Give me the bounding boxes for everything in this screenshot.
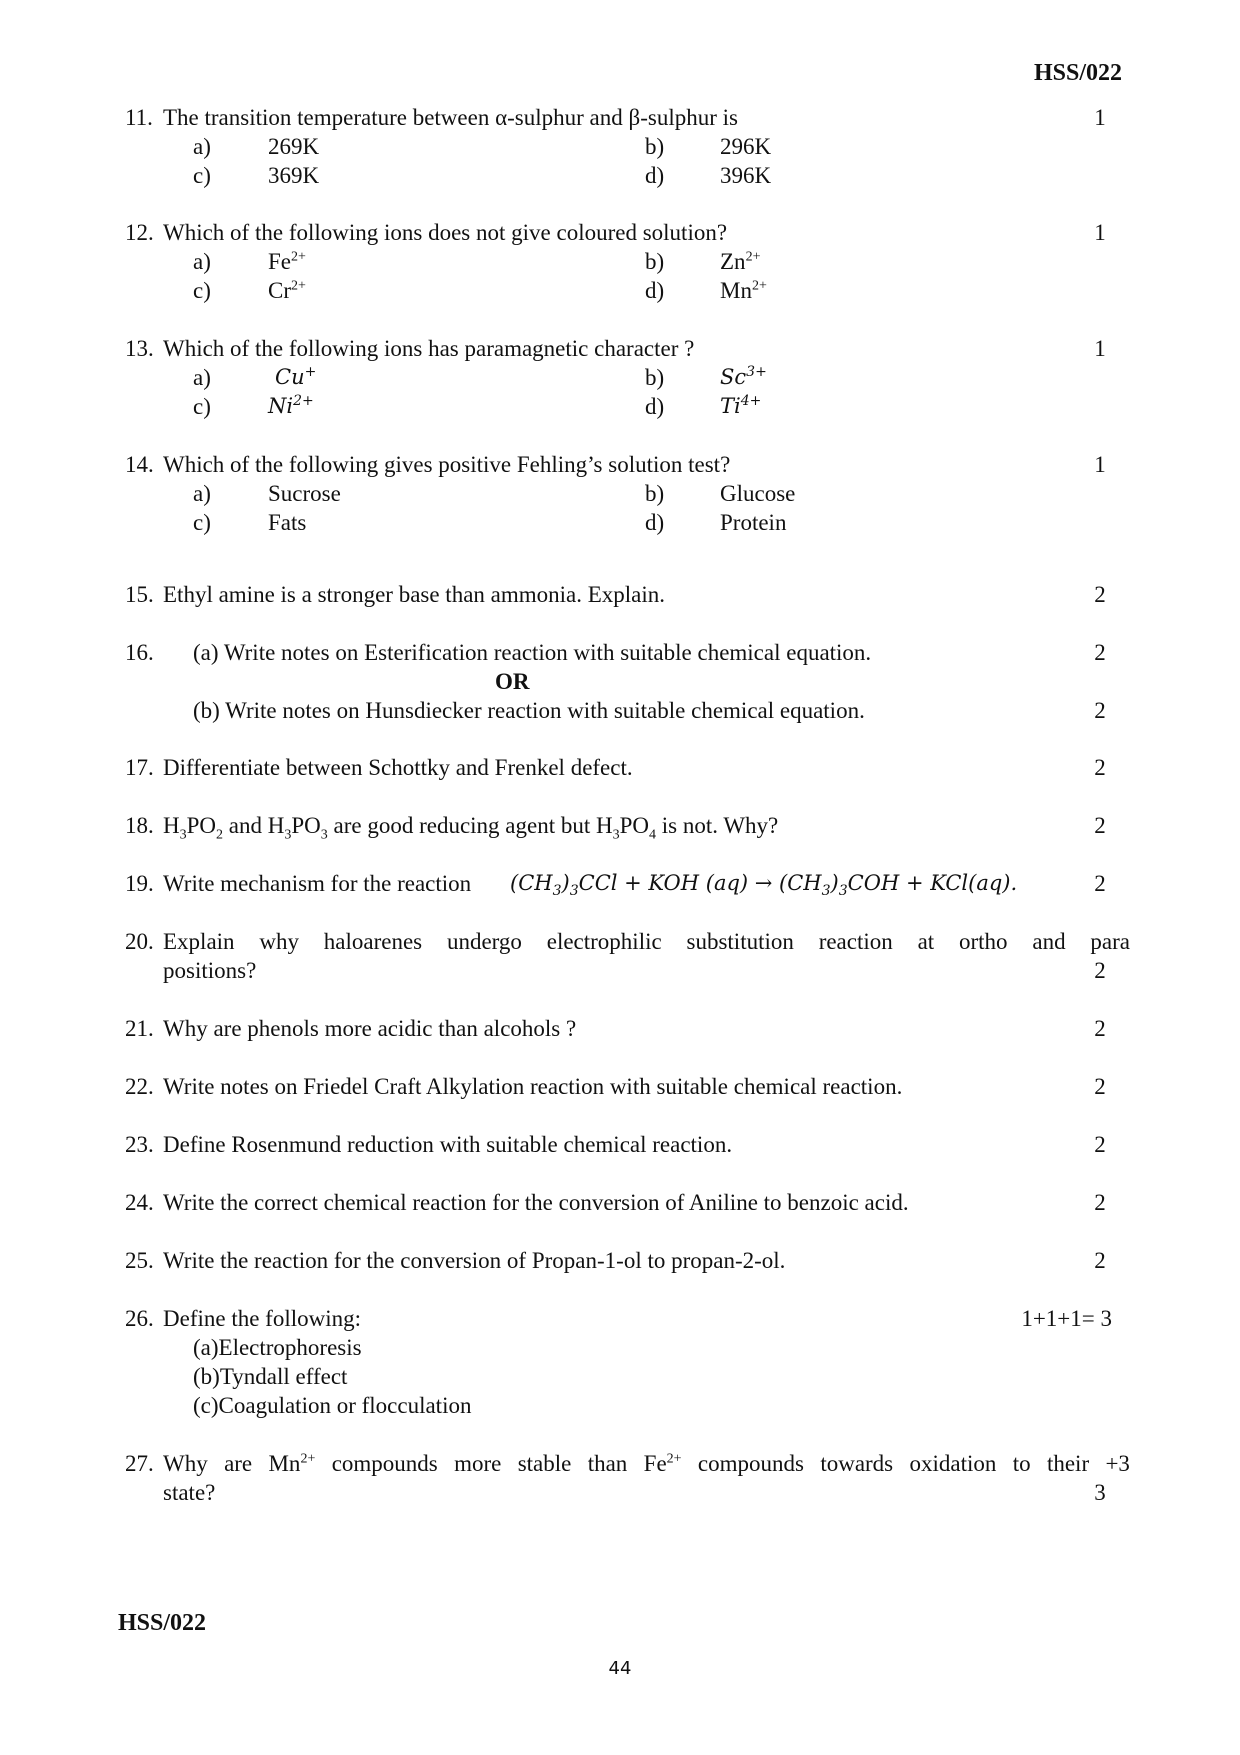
reaction-equation: $(CH_3)_3CCl$ + KOH $(aq) \to (CH_3)_3COH + KCl(aq)$. xyxy=(510,871,1018,900)
question-number: 22. xyxy=(125,1074,154,1099)
question-number: 14. xyxy=(125,452,154,477)
marks: 1 xyxy=(1094,336,1106,361)
sub-item: (a)Electrophoresis xyxy=(193,1335,362,1360)
option-d: 396K xyxy=(720,163,772,188)
question-12 xyxy=(125,218,1130,305)
marks: 2 xyxy=(1094,755,1106,780)
question-number: 17. xyxy=(125,755,154,780)
sub-item: (b)Tyndall effect xyxy=(193,1364,348,1389)
option-label: c) xyxy=(193,163,211,188)
option-label: b) xyxy=(645,134,665,159)
marks: 1 xyxy=(1094,220,1106,245)
question-text: Write mechanism for the reaction xyxy=(163,871,472,896)
marks: 2 xyxy=(1094,1190,1106,1215)
option-a: 269K xyxy=(268,134,320,159)
option-d: $Ti^{4+}$ xyxy=(720,393,762,418)
question-number: 18. xyxy=(125,813,154,838)
page-number: 44 xyxy=(608,1658,632,1679)
footer-code: HSS/022 xyxy=(118,1610,207,1636)
question-text: The transition temperature between α-sulphur and β-sulphur is xyxy=(163,105,738,130)
option-c: Fats xyxy=(268,510,307,535)
question-26 xyxy=(125,1304,1130,1420)
option-label: b) xyxy=(645,249,665,274)
question-text-line-1: Explain why haloarenes undergo electrophilic substitution reaction at ortho and para xyxy=(163,929,1130,954)
question-text: $H_3PO_2$ and $H_3PO_3$ are good reducing agent but $H_3PO_4$ is not. Why? xyxy=(163,813,779,843)
header-code: HSS/022 xyxy=(1033,60,1122,86)
option-label: c) xyxy=(193,510,211,535)
option-label: a) xyxy=(193,481,211,506)
question-number: 12. xyxy=(125,220,154,245)
question-number: 21. xyxy=(125,1016,154,1041)
question-13 xyxy=(125,334,1130,421)
marks: 1 xyxy=(1094,452,1106,477)
question-text: Ethyl amine is a stronger base than ammonia. Explain. xyxy=(163,582,666,607)
question-text: Write the correct chemical reaction for the conversion of Aniline to benzoic acid. xyxy=(163,1190,909,1215)
question-number: 27. xyxy=(125,1451,154,1476)
question-25 xyxy=(125,1246,1130,1275)
option-label: a) xyxy=(193,365,211,390)
question-16 xyxy=(125,638,1130,725)
marks: 2 xyxy=(1094,871,1106,896)
option-a: Cu+ xyxy=(275,364,317,389)
option-a: Sucrose xyxy=(268,481,341,506)
question-14 xyxy=(125,450,1130,537)
option-label: c) xyxy=(193,278,211,303)
question-23 xyxy=(125,1130,1130,1159)
marks: 3 xyxy=(1094,1480,1106,1505)
question-15 xyxy=(125,580,1130,609)
question-number: 23. xyxy=(125,1132,154,1157)
question-number: 26. xyxy=(125,1306,154,1331)
question-text: Why are phenols more acidic than alcohols ? xyxy=(163,1016,577,1041)
option-b: $Zn^{2+}$ xyxy=(720,249,761,274)
marks: 2 xyxy=(1094,1074,1106,1099)
option-c: 369K xyxy=(268,163,320,188)
marks: 2 xyxy=(1094,1016,1106,1041)
question-text-line-2: positions? xyxy=(163,958,257,983)
option-label: b) xyxy=(645,365,665,390)
question-number: 16. xyxy=(125,640,154,665)
question-text-b: (b) Write notes on Hunsdiecker reaction with suitable chemical equation. xyxy=(193,698,865,723)
question-17 xyxy=(125,753,1130,782)
marks: 2 xyxy=(1094,1132,1106,1157)
option-b: $Sc^{3+}$ xyxy=(720,364,767,389)
marks: 2 xyxy=(1094,698,1106,723)
question-number: 15. xyxy=(125,582,154,607)
question-19 xyxy=(125,869,1130,898)
option-b: Glucose xyxy=(720,481,796,506)
option-d: $Mn^{2+}$ xyxy=(720,278,767,303)
question-text: Differentiate between Schottky and Frenkel defect. xyxy=(163,755,633,780)
question-21 xyxy=(125,1014,1130,1043)
or-separator: OR xyxy=(495,669,530,694)
option-label: d) xyxy=(645,510,665,535)
marks: 2 xyxy=(1094,1248,1106,1273)
question-24 xyxy=(125,1188,1130,1217)
marks: 2 xyxy=(1094,958,1106,983)
option-label: c) xyxy=(193,394,211,419)
option-a: $Fe^{2+}$ xyxy=(268,249,306,274)
question-text-line-1: Why are $Mn^{2+}$ compounds more stable than $Fe^{2+}$ compounds towards oxidation to their +3 xyxy=(163,1451,1130,1476)
question-20 xyxy=(125,927,1130,985)
question-text: Which of the following ions has paramagnetic character ? xyxy=(163,336,695,361)
question-number: 11. xyxy=(125,105,153,130)
option-c: $Cr^{2+}$ xyxy=(268,278,306,303)
question-text: Which of the following gives positive Fehling’s solution test? xyxy=(163,452,731,477)
question-number: 24. xyxy=(125,1190,154,1215)
question-number: 13. xyxy=(125,336,154,361)
option-label: d) xyxy=(645,163,665,188)
option-c: $Ni^{2+}$ xyxy=(268,393,314,418)
option-label: b) xyxy=(645,481,665,506)
marks: 2 xyxy=(1094,640,1106,665)
question-18 xyxy=(125,811,1130,843)
question-22 xyxy=(125,1072,1130,1101)
option-label: d) xyxy=(645,394,665,419)
question-number: 25. xyxy=(125,1248,154,1273)
question-text-a: (a) Write notes on Esterification reaction with suitable chemical equation. xyxy=(193,640,872,665)
option-b: 296K xyxy=(720,134,772,159)
question-number: 20. xyxy=(125,929,154,954)
option-d: Protein xyxy=(720,510,787,535)
question-text: Write notes on Friedel Craft Alkylation reaction with suitable chemical reaction. xyxy=(163,1074,903,1099)
marks: 2 xyxy=(1094,582,1106,607)
sub-item: (c)Coagulation or flocculation xyxy=(193,1393,472,1418)
option-label: a) xyxy=(193,134,211,159)
question-text-line-2: state? xyxy=(163,1480,216,1505)
question-text: Define the following: xyxy=(163,1306,362,1331)
question-27 xyxy=(125,1449,1130,1507)
question-number: 19. xyxy=(125,871,154,896)
question-text: Write the reaction for the conversion of Propan-1-ol to propan-2-ol. xyxy=(163,1248,786,1273)
question-11 xyxy=(125,103,1130,190)
marks: 2 xyxy=(1094,813,1106,838)
question-text: Which of the following ions does not give coloured solution? xyxy=(163,220,728,245)
marks: 1+1+1= 3 xyxy=(1021,1306,1112,1331)
marks: 1 xyxy=(1094,105,1106,130)
question-text: Define Rosenmund reduction with suitable chemical reaction. xyxy=(163,1132,733,1157)
option-label: a) xyxy=(193,249,211,274)
option-label: d) xyxy=(645,278,665,303)
